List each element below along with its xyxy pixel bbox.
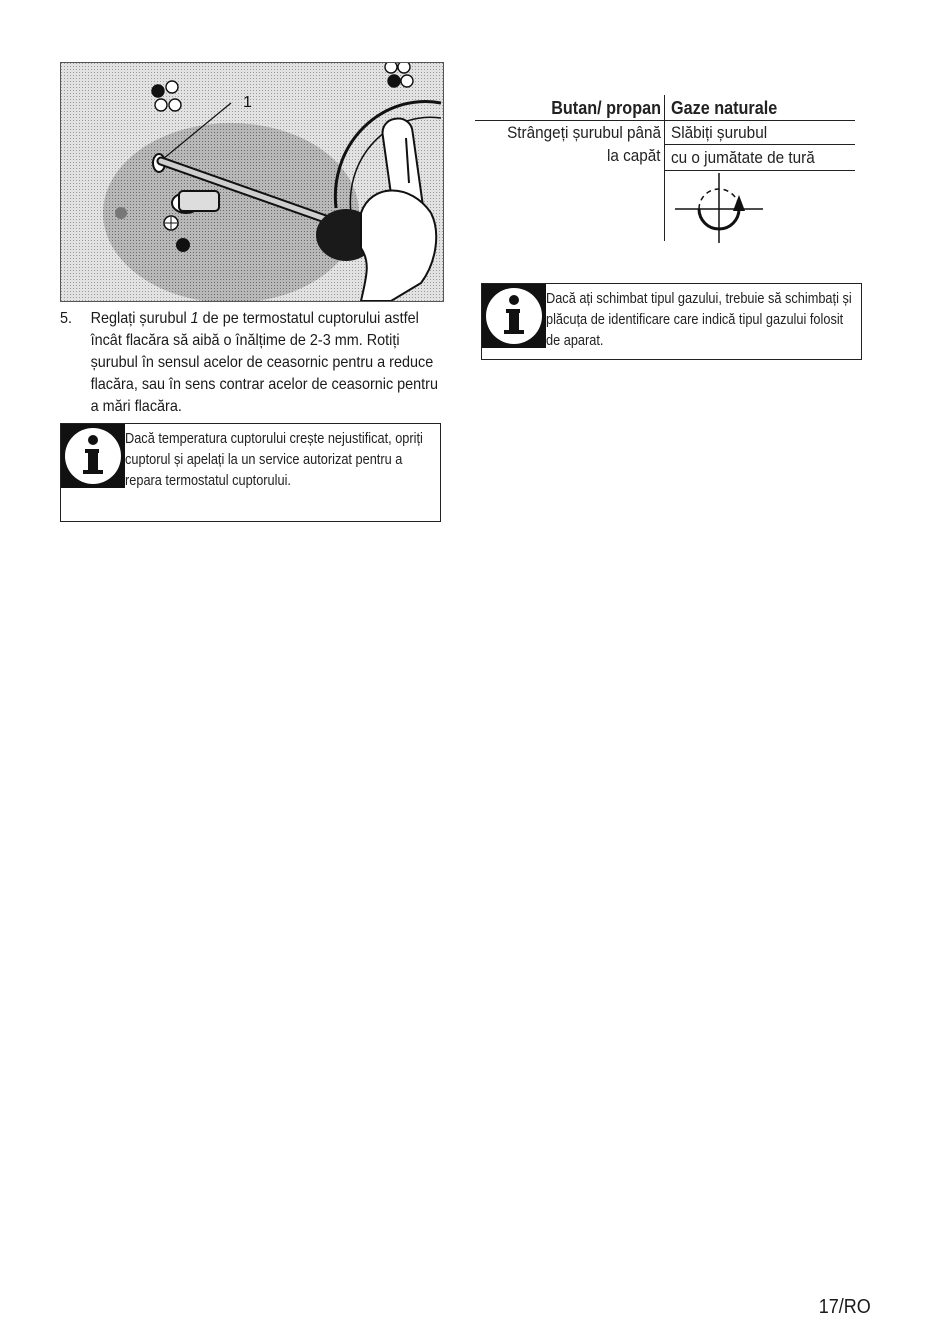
header-butane: Butan/ propan xyxy=(551,98,661,118)
row-rule-1 xyxy=(665,144,855,145)
info-icon xyxy=(482,284,546,348)
info-note-text: Dacă temperatura cuptorului crește nejustificat, opriți cuptorul și apelați la un service autorizat pentru a repara termostatul cuptorului. xyxy=(125,431,423,489)
header-natural-gas: Gaze naturale xyxy=(671,98,778,118)
row-rule-2 xyxy=(665,170,855,171)
step-number: 5. xyxy=(60,310,73,327)
butane-instruction-line-1: Strângeți șurubul până xyxy=(507,123,661,142)
callout-label-1: 1 xyxy=(243,94,252,111)
info-note-gas-change xyxy=(481,283,862,360)
natural-instruction-line-2: cu o jumătate de tură xyxy=(671,148,815,167)
step-5 xyxy=(60,308,438,418)
gas-adjustment-table xyxy=(475,95,855,245)
half-turn-counterclockwise-icon xyxy=(671,173,767,243)
table-divider xyxy=(664,95,665,241)
info-note-thermostat xyxy=(60,423,441,522)
natural-instruction-line-1: Slăbiți șurubul xyxy=(671,123,768,142)
screw-reference: 1 xyxy=(190,310,199,327)
page-number: 17/RO xyxy=(818,1296,871,1318)
butane-instruction-line-2: la capăt xyxy=(607,146,661,165)
header-rule xyxy=(475,120,855,121)
info-note-text: Dacă ați schimbat tipul gazului, trebuie să schimbați și plăcuța de identificare care indică tipul gazului folosit de aparat. xyxy=(546,291,852,349)
info-icon xyxy=(61,424,125,488)
step-text: Reglați șurubul 1 de pe termostatul cuptorului astfel încât flacăra să aibă o înălțime de 2-3 mm. Rotiți șurubul în sensul acelor de ceasornic pentru a reduce flacăra, sau în sens contrar acelor de ceasornic pentru a mări flacăra. xyxy=(90,310,438,415)
thermostat-figure xyxy=(60,62,444,302)
